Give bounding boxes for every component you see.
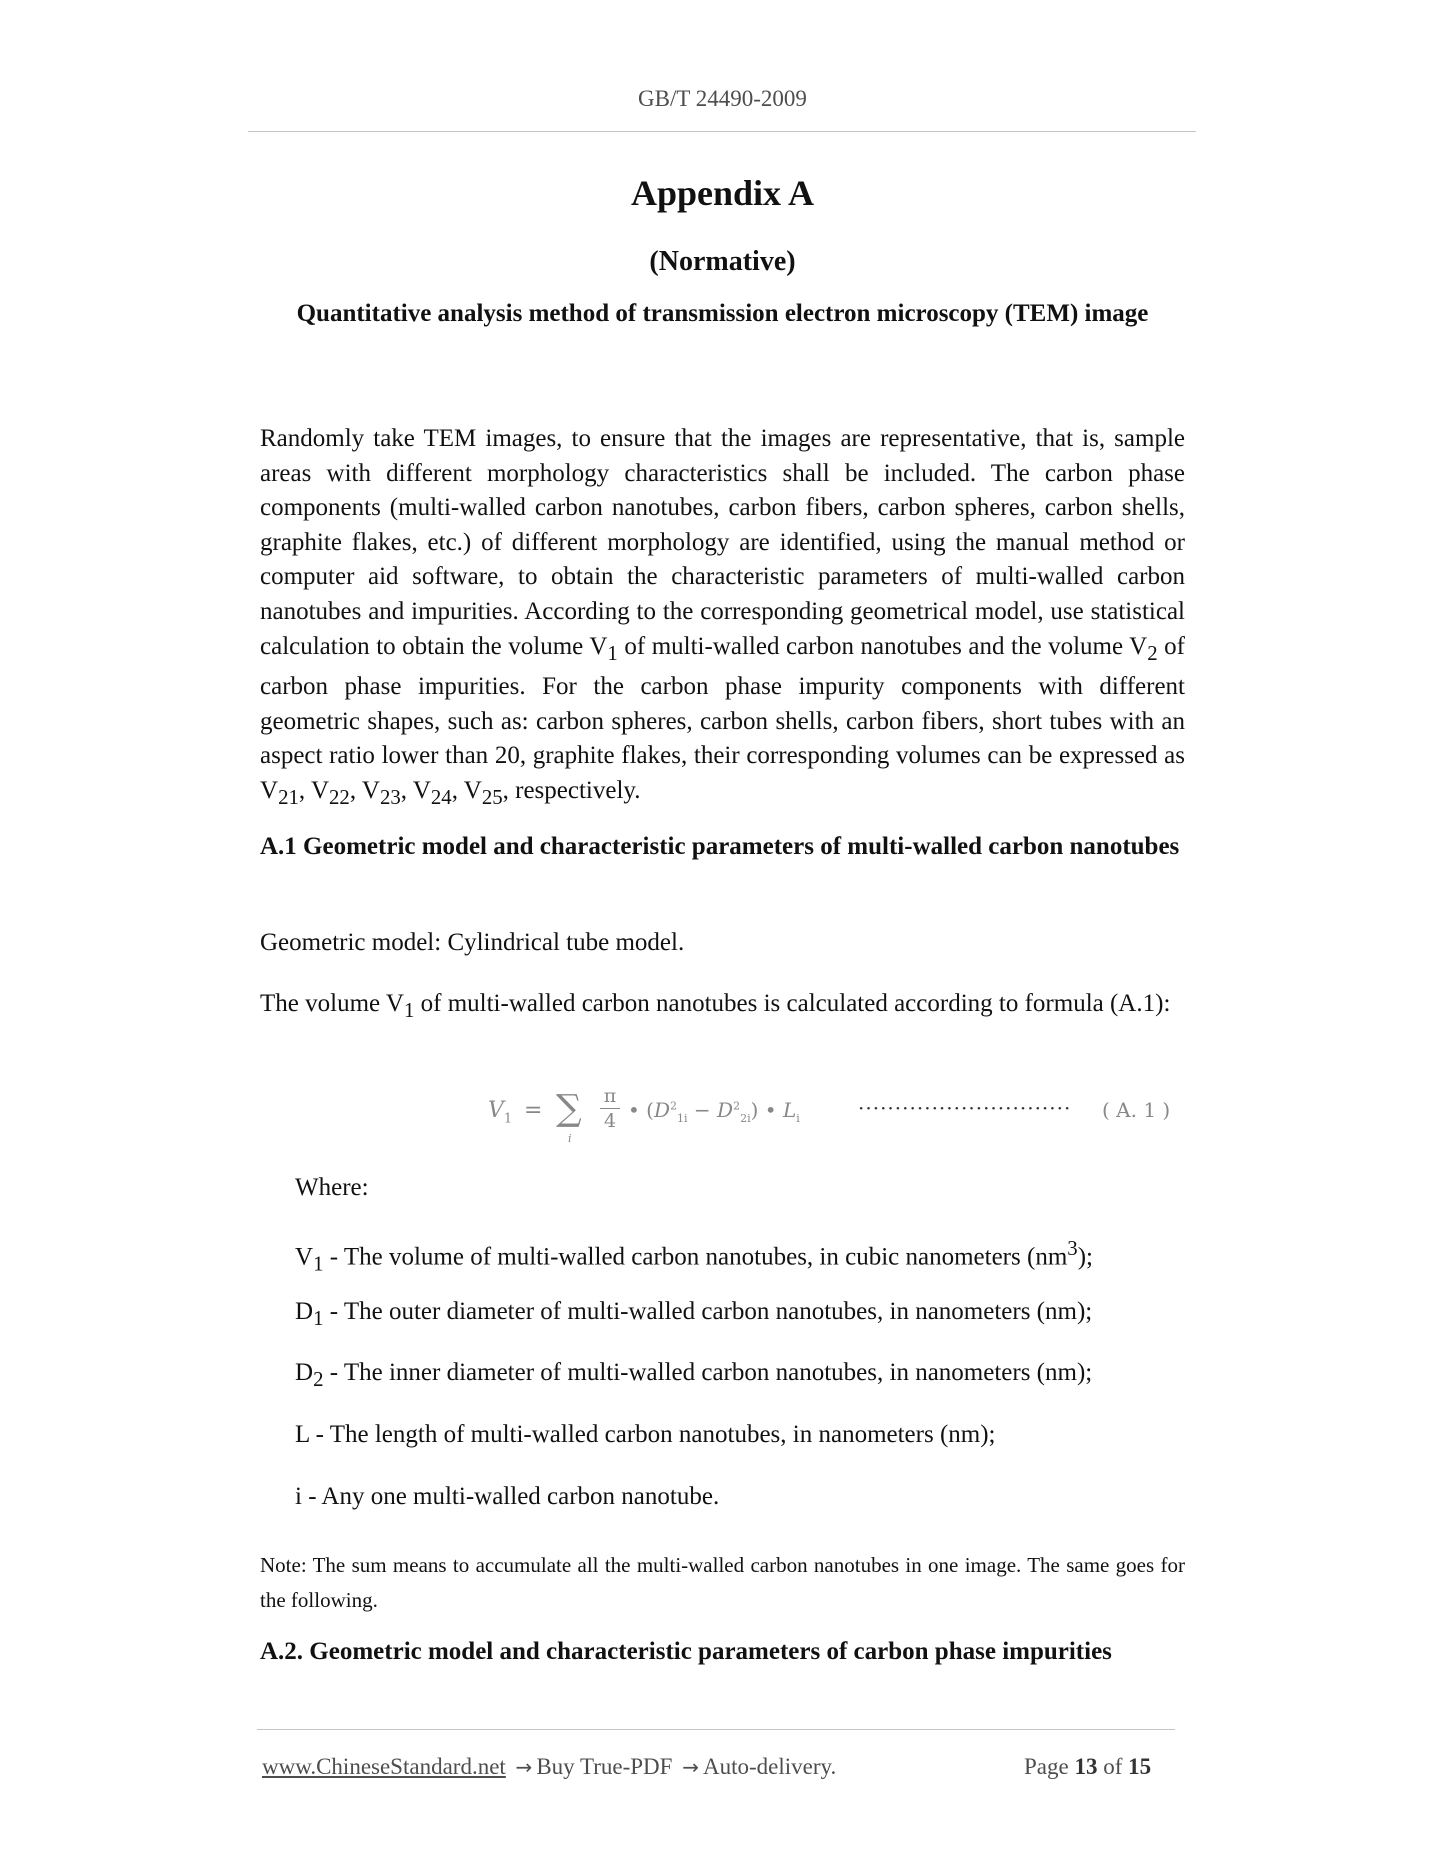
appendix-type: (Normative) bbox=[649, 246, 796, 277]
appendix-title: Appendix A bbox=[630, 173, 815, 213]
formula-fraction: $\frac{\pi}{4}$ bbox=[600, 1084, 620, 1133]
formula-number: ( A. 1 ) bbox=[1102, 1098, 1171, 1122]
formula-lhs: $V_1$ bbox=[488, 1098, 513, 1127]
geometric-model-text: Geometric model: Cylindrical tube model. bbox=[260, 929, 685, 956]
formula-sum-symbol: ∑ bbox=[556, 1088, 582, 1129]
definition-i: i - Any one multi-walled carbon nanotube. bbox=[295, 1483, 720, 1510]
section-a1-heading: A.1 Geometric model and characteristic parameters of multi-walled carbon nanotubes bbox=[260, 833, 1180, 860]
where-label: Where: bbox=[295, 1174, 369, 1201]
volume-formula-intro: The volume $V_1$ of multi-walled carbon nanotubes is calculated according to formula (A.1): bbox=[260, 990, 1171, 1022]
formula-expression: • $(D^2_{1i} - D^2_{2i})$ • $L_i$ bbox=[628, 1098, 800, 1125]
intro-paragraph: Randomly take TEM images, to ensure that the images are representative, that is, sample areas with different morphology characteristics shall be included. The carbon phase components (multi-walled carbon nanotubes, carbon fibers, carbon spheres, carbon shells, graphite flakes, etc.) of different morphology are identified, using the manual method or computer aid software, to obtain the characteristic parameters of multi-walled carbon nanotubes and impurities. According to the corresponding geometrical model, use statistical calculation to obtain the volume $V_1$ of multi-walled carbon nanotubes and the volume $V_2$ of carbon phase impurities. For the carbon phase impurity components with different geometric shapes, such as: carbon spheres, carbon shells, carbon fibers, short tubes with an aspect ratio lower than 20, graphite flakes, their corresponding volumes can be expressed as $V_{21}$, $V_{22}$, $V_{23}$, $V_{24}$, $V_{25}$, respectively. bbox=[260, 425, 1186, 809]
definition-v1: $V_1$ - The volume of multi-walled carbon nanotubes, in cubic nanometers $(nm^3)$; bbox=[295, 1236, 1093, 1276]
formula-a1 bbox=[488, 1085, 1188, 1145]
formula-equals: = bbox=[524, 1098, 543, 1123]
auto-delivery-text: Auto-delivery. bbox=[702, 1754, 837, 1779]
definition-l: L - The length of multi-walled carbon nanotubes, in nanometers (nm); bbox=[295, 1421, 996, 1448]
document-code-header: GB/T 24490-2009 bbox=[638, 86, 807, 111]
arrow-right-icon: → bbox=[515, 1755, 533, 1779]
footer-divider bbox=[257, 1729, 1175, 1730]
footer-links bbox=[262, 1754, 836, 1780]
buy-true-pdf-text: Buy True-PDF bbox=[536, 1754, 673, 1779]
website-link[interactable]: www.ChineseStandard.net bbox=[262, 1754, 506, 1779]
note-text: Note: The sum means to accumulate all the multi-walled carbon nanotubes in one image. The same goes for the following. bbox=[260, 1553, 1185, 1612]
definition-d1: $D_1$ - The outer diameter of multi-walled carbon nanotubes, in nanometers (nm); bbox=[295, 1298, 1093, 1330]
header-divider bbox=[248, 131, 1196, 132]
page-number: Page 13 of 15 bbox=[1024, 1754, 1152, 1779]
formula-leader-dots: ····························· bbox=[858, 1096, 1072, 1120]
appendix-subtitle: Quantitative analysis method of transmission electron microscopy (TEM) image bbox=[296, 300, 1149, 327]
formula-sum-index: i bbox=[568, 1132, 572, 1145]
arrow-right-icon: → bbox=[682, 1755, 699, 1779]
section-a2-heading: A.2. Geometric model and characteristic parameters of carbon phase impurities bbox=[260, 1638, 1112, 1665]
definition-d2: $D_2$ - The inner diameter of multi-walled carbon nanotubes, in nanometers (nm); bbox=[295, 1359, 1093, 1391]
